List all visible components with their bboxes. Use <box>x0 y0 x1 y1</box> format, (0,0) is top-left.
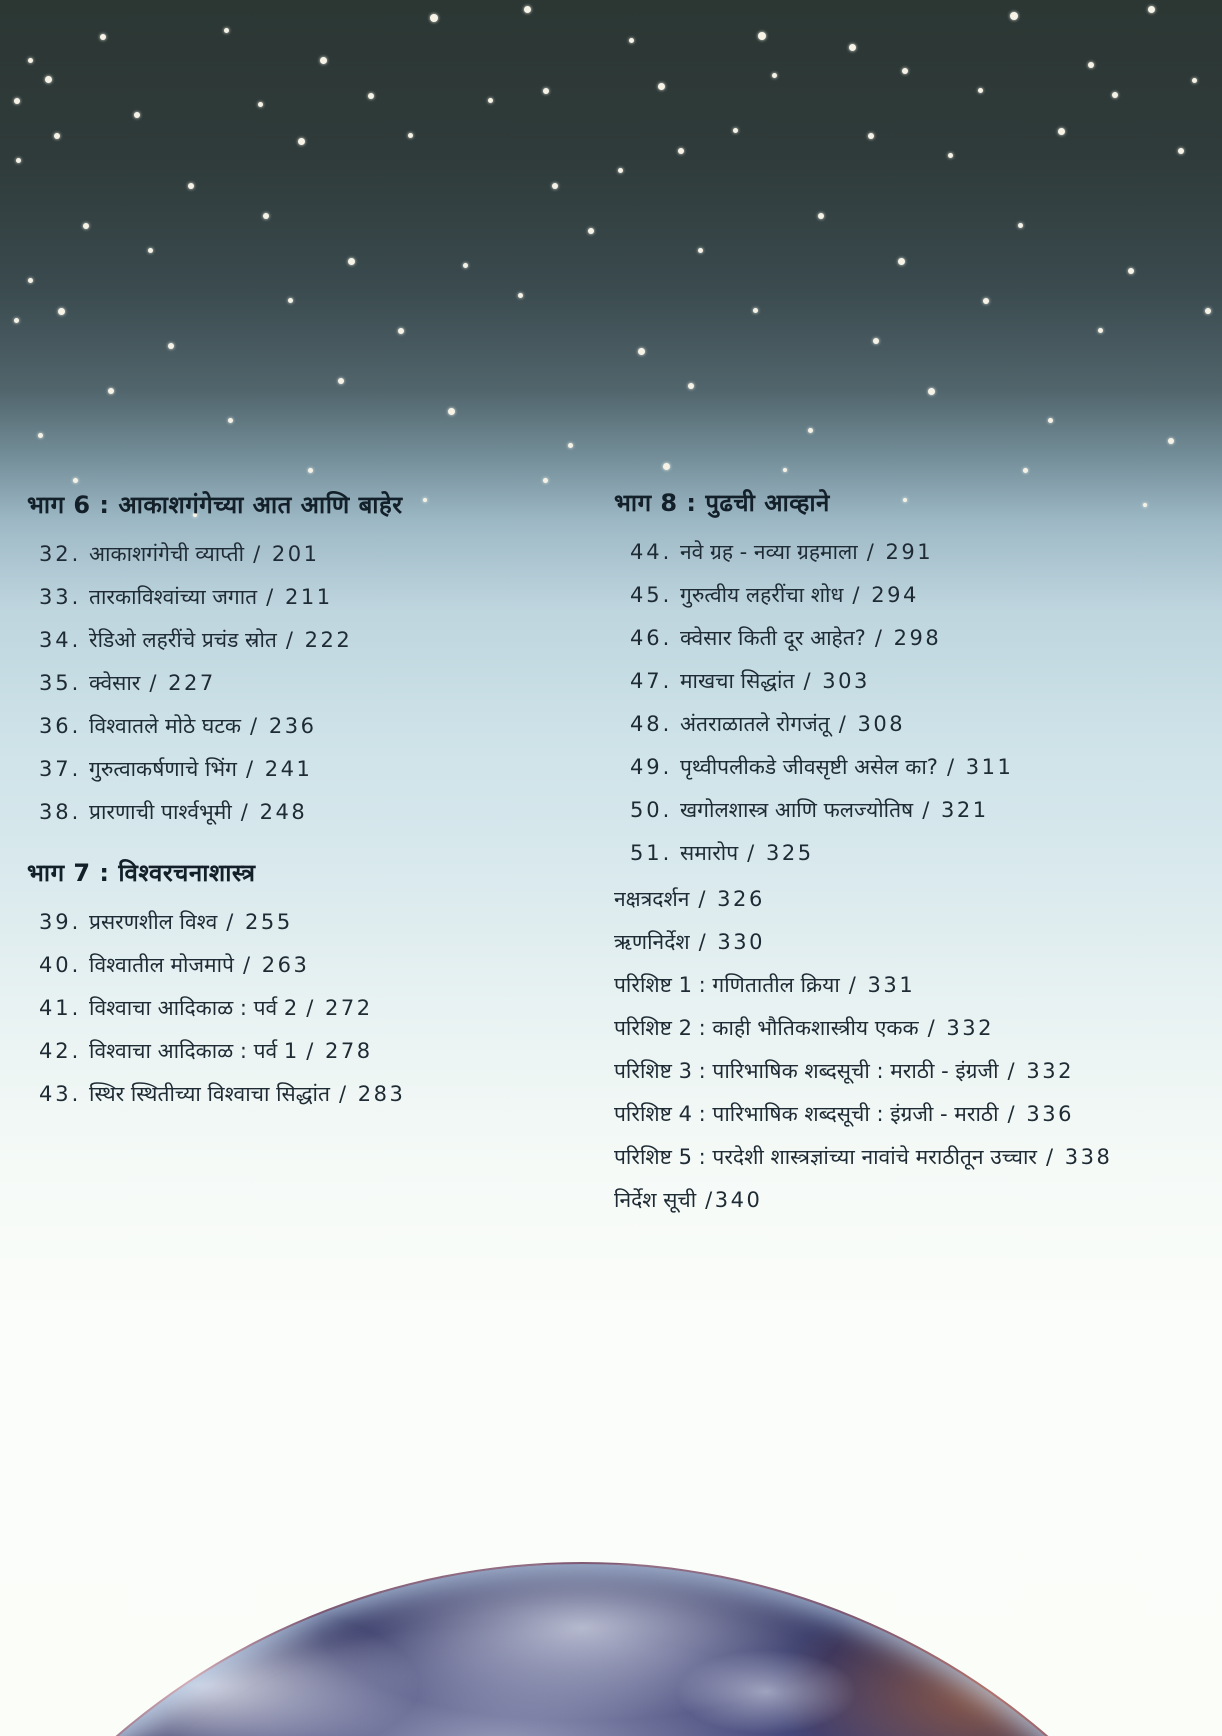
star-icon <box>868 133 874 139</box>
star-icon <box>258 102 263 107</box>
star-icon <box>1088 62 1094 68</box>
entry-number: 43. <box>39 1082 82 1106</box>
entry-title: तारकाविश्वांच्या जगात <box>89 585 258 609</box>
star-icon <box>108 388 114 394</box>
toc-entry <box>614 1143 1214 1171</box>
star-icon <box>263 213 269 219</box>
toc-entry <box>39 1037 587 1065</box>
entry-number: 44. <box>630 540 673 564</box>
entry-number: 40. <box>39 953 82 977</box>
entry-page-number: / 211 <box>266 585 333 609</box>
star-icon <box>758 32 766 40</box>
star-icon <box>753 308 758 313</box>
toc-entry <box>614 1057 1214 1085</box>
star-icon <box>1205 308 1211 314</box>
entry-title: विश्वातले मोठे घटक <box>89 714 242 738</box>
entry-page-number: / 331 <box>848 973 916 997</box>
section-items <box>27 908 587 1108</box>
entry-title: विश्वातील मोजमापे <box>89 953 234 977</box>
star-icon <box>948 153 953 158</box>
star-icon <box>1192 78 1197 83</box>
star-icon <box>228 418 233 423</box>
toc-section <box>614 486 1214 867</box>
entry-number: 36. <box>39 714 82 738</box>
star-icon <box>1178 148 1184 154</box>
toc-section <box>27 488 587 826</box>
star-icon <box>398 328 404 334</box>
star-icon <box>168 343 174 349</box>
star-icon <box>463 263 468 268</box>
star-icon <box>1112 92 1118 98</box>
star-icon <box>28 58 33 63</box>
entry-page-number: / 330 <box>698 930 766 954</box>
entry-title: क्वेसार <box>89 671 141 695</box>
toc-entry <box>39 908 587 936</box>
star-icon <box>1048 418 1053 423</box>
star-icon <box>224 28 229 33</box>
entry-page-number: / 278 <box>306 1039 373 1063</box>
entry-page-number: / 321 <box>922 798 989 822</box>
star-icon <box>1128 268 1134 274</box>
star-icon <box>188 183 194 189</box>
entry-title: समारोप <box>680 841 739 865</box>
toc-entry <box>39 626 587 654</box>
star-icon <box>1098 328 1103 333</box>
star-icon <box>978 88 983 93</box>
star-icon <box>58 308 65 315</box>
toc-entry <box>630 624 1214 652</box>
toc-entry <box>39 994 587 1022</box>
entry-page-number: / 338 <box>1046 1145 1113 1169</box>
entry-title: परिशिष्ट 5 : परदेशी शास्त्रज्ञांच्या नावांचे मराठीतून उच्चार <box>614 1145 1037 1169</box>
entry-title: माखचा सिद्धांत <box>680 669 795 693</box>
toc-entry <box>39 583 587 611</box>
star-icon <box>783 468 787 472</box>
entry-title: परिशिष्ट 1 : गणितातील क्रिया <box>614 973 840 997</box>
toc-entry <box>39 951 587 979</box>
earth-photo <box>0 1562 1222 1736</box>
star-icon <box>38 433 43 438</box>
star-icon <box>629 38 634 43</box>
section-title: भाग 6 : आकाशगंगेच्या आत आणि बाहेर <box>27 491 403 519</box>
star-icon <box>288 298 293 303</box>
star-icon <box>688 383 694 389</box>
entry-number: 34. <box>39 628 82 652</box>
toc-entry <box>39 712 587 740</box>
toc-entry <box>39 540 587 568</box>
entry-title: नक्षत्रदर्शन <box>614 887 690 911</box>
entry-number: 42. <box>39 1039 82 1063</box>
toc-entry <box>39 798 587 826</box>
toc-entry <box>630 667 1214 695</box>
entry-page-number: / 325 <box>747 841 814 865</box>
star-icon <box>733 128 738 133</box>
toc-column-right <box>614 486 1214 1229</box>
entry-number: 48. <box>630 712 673 736</box>
star-icon <box>678 148 684 154</box>
star-icon <box>408 133 413 138</box>
entry-page-number: / 326 <box>698 887 765 911</box>
star-icon <box>448 408 455 415</box>
entry-page-number: / 291 <box>866 540 934 564</box>
star-icon <box>898 258 905 265</box>
entry-title: पृथ्वीपलीकडे जीवसृष्टी असेल का? <box>680 755 938 779</box>
toc-entry <box>39 669 587 697</box>
star-icon <box>543 88 549 94</box>
entry-number: 46. <box>630 626 673 650</box>
star-icon <box>348 258 355 265</box>
star-icon <box>543 478 548 483</box>
entry-page-number: / 294 <box>852 583 919 607</box>
star-icon <box>73 478 78 483</box>
star-icon <box>308 468 313 473</box>
entry-title: क्वेसार किती दूर आहेत? <box>680 626 866 650</box>
star-icon <box>818 213 824 219</box>
toc-section <box>27 856 587 1108</box>
entry-title: प्रारणाची पार्श्वभूमी <box>89 800 232 824</box>
section-items <box>614 538 1214 867</box>
star-icon <box>638 348 645 355</box>
toc-entry <box>630 710 1214 738</box>
star-icon <box>28 278 33 283</box>
entry-number: 38. <box>39 800 82 824</box>
toc-entry <box>630 753 1214 781</box>
toc-entry <box>614 928 1214 956</box>
star-icon <box>618 168 623 173</box>
entry-page-number: / 236 <box>250 714 317 738</box>
toc-entry <box>39 755 587 783</box>
star-icon <box>16 158 21 163</box>
toc-entry <box>614 1186 1214 1214</box>
star-icon <box>45 76 52 83</box>
entry-page-number: / 241 <box>245 757 313 781</box>
star-icon <box>1058 128 1065 135</box>
toc-entry <box>630 796 1214 824</box>
star-icon <box>1023 468 1028 473</box>
star-icon <box>338 378 344 384</box>
entry-title: निर्देश सूची <box>614 1188 697 1212</box>
entry-title: प्रसरणशील विश्व <box>89 910 218 934</box>
star-icon <box>518 293 523 298</box>
entry-page-number: / 332 <box>1007 1059 1074 1083</box>
star-icon <box>54 133 60 139</box>
entry-page-number: / 336 <box>1007 1102 1074 1126</box>
star-icon <box>588 228 594 234</box>
entry-page-number: / 308 <box>838 712 906 736</box>
star-icon <box>1168 438 1174 444</box>
toc-entry <box>614 971 1214 999</box>
entry-number: 37. <box>39 757 82 781</box>
entry-page-number: / 298 <box>874 626 942 650</box>
toc-entry <box>39 1080 587 1108</box>
entry-page-number: / 255 <box>226 910 293 934</box>
star-icon <box>849 44 856 51</box>
star-icon <box>1018 223 1023 228</box>
star-icon <box>552 183 558 189</box>
back-matter-list <box>614 885 1214 1214</box>
star-icon <box>1010 12 1018 20</box>
star-icon <box>368 93 374 99</box>
toc-entry <box>614 885 1214 913</box>
star-icon <box>873 338 879 344</box>
entry-title: आकाशगंगेची व्याप्ती <box>89 542 245 566</box>
starfield-background <box>0 0 1222 560</box>
star-icon <box>83 223 89 229</box>
star-icon <box>320 57 327 64</box>
entry-title: परिशिष्ट 4 : पारिभाषिक शब्दसूची : इंग्रजी - मराठी <box>614 1102 999 1126</box>
entry-title: रेडिओ लहरींचे प्रचंड स्रोत <box>89 628 277 652</box>
entry-number: 33. <box>39 585 82 609</box>
entry-number: 47. <box>630 669 673 693</box>
star-icon <box>928 388 935 395</box>
star-icon <box>430 14 438 22</box>
entry-title: खगोलशास्त्र आणि फलज्योतिष <box>680 798 914 822</box>
entry-number: 41. <box>39 996 82 1020</box>
entry-title: अंतराळातले रोगजंतू <box>680 712 830 736</box>
star-icon <box>772 73 777 78</box>
entry-number: 39. <box>39 910 82 934</box>
entry-title: परिशिष्ट 3 : पारिभाषिक शब्दसूची : मराठी - इंग्रजी <box>614 1059 999 1083</box>
star-icon <box>14 318 19 323</box>
section-title: भाग 8 : पुढची आव्हाने <box>614 489 830 517</box>
entry-title: ऋणनिर्देश <box>614 930 690 954</box>
star-icon <box>808 428 813 433</box>
entry-title: गुरुत्वाकर्षणाचे भिंग <box>89 757 237 781</box>
star-icon <box>134 112 140 118</box>
toc-entry <box>630 581 1214 609</box>
star-icon <box>698 248 703 253</box>
toc-column-left <box>27 488 587 1123</box>
entry-page-number: /340 <box>705 1188 763 1212</box>
entry-page-number: / 227 <box>149 671 216 695</box>
star-icon <box>524 6 531 13</box>
star-icon <box>148 248 153 253</box>
star-icon <box>902 68 908 74</box>
toc-entry <box>630 839 1214 867</box>
entry-number: 51. <box>630 841 673 865</box>
entry-number: 49. <box>630 755 673 779</box>
star-icon <box>14 98 20 104</box>
entry-page-number: / 311 <box>946 755 1014 779</box>
entry-page-number: / 222 <box>285 628 353 652</box>
star-icon <box>983 298 989 304</box>
entry-page-number: / 201 <box>253 542 320 566</box>
entry-title: विश्वाचा आदिकाळ : पर्व 2 <box>89 996 298 1020</box>
entry-title: स्थिर स्थितीच्या विश्वाचा सिद्धांत <box>89 1082 330 1106</box>
entry-title: नवे ग्रह - नव्या ग्रहमाला <box>680 540 858 564</box>
star-icon <box>663 463 670 470</box>
star-icon <box>100 34 106 40</box>
star-icon <box>488 98 493 103</box>
star-icon <box>298 138 305 145</box>
entry-title: विश्वाचा आदिकाळ : पर्व 1 <box>89 1039 298 1063</box>
entry-page-number: / 263 <box>242 953 310 977</box>
star-icon <box>1148 6 1155 13</box>
entry-page-number: / 303 <box>803 669 870 693</box>
section-title: भाग 7 : विश्वरचनाशास्त्र <box>27 859 256 887</box>
toc-entry <box>614 1100 1214 1128</box>
entry-number: 50. <box>630 798 673 822</box>
toc-entry <box>630 538 1214 566</box>
entry-page-number: / 248 <box>240 800 308 824</box>
entry-page-number: / 332 <box>927 1016 995 1040</box>
entry-number: 45. <box>630 583 673 607</box>
entry-title: परिशिष्ट 2 : काही भौतिकशास्त्रीय एकक <box>614 1016 919 1040</box>
section-items <box>27 540 587 826</box>
entry-number: 32. <box>39 542 82 566</box>
entry-title: गुरुत्वीय लहरींचा शोध <box>680 583 844 607</box>
toc-entry <box>614 1014 1214 1042</box>
star-icon <box>568 443 573 448</box>
entry-page-number: / 272 <box>306 996 373 1020</box>
entry-page-number: / 283 <box>338 1082 406 1106</box>
star-icon <box>658 83 665 90</box>
entry-number: 35. <box>39 671 82 695</box>
